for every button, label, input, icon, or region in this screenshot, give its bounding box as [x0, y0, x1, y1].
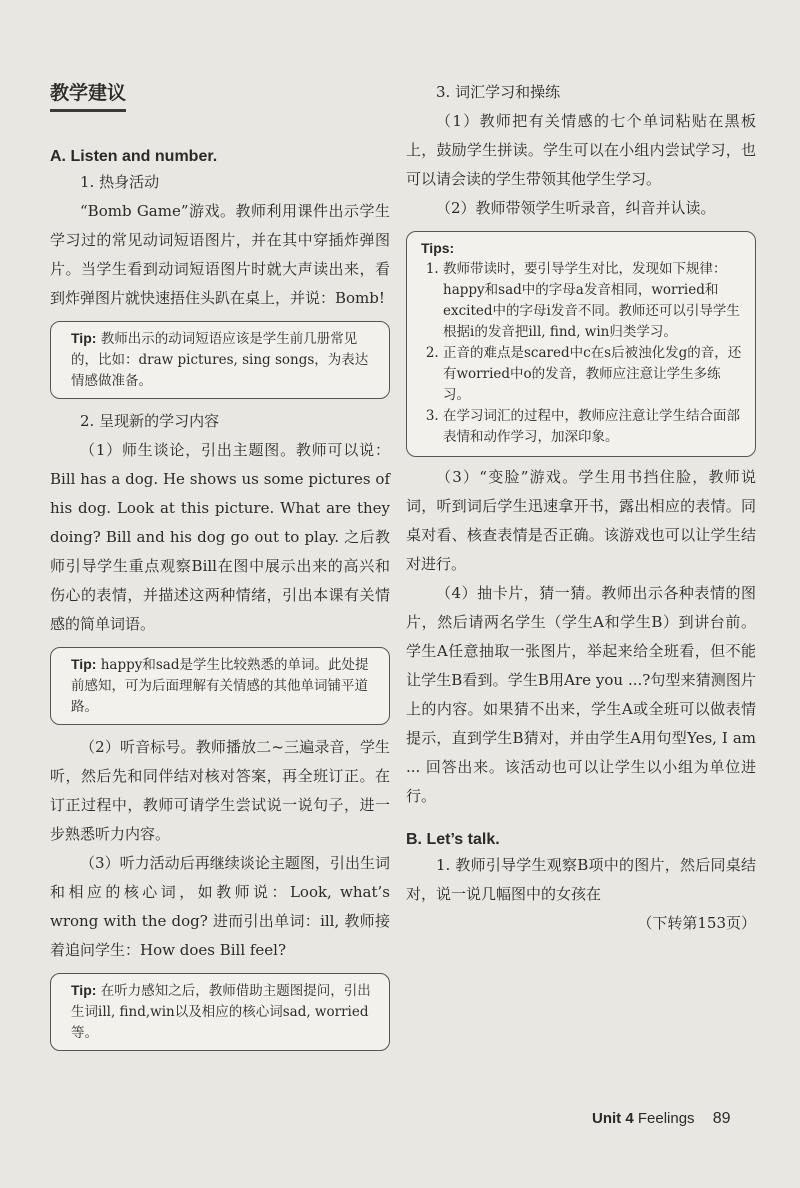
present-paragraph-3: （3）听力活动后再继续谈论主题图，引出生词和相应的核心词，如教师说：Look, what’s wrong with the dog? 进而引出单词：ill, 教师接着追问学生：How does Bill feel?: [50, 854, 390, 959]
section-title: 教学建议: [50, 78, 126, 112]
tip-label: Tip:: [71, 656, 97, 672]
present-paragraph-1: （1）师生谈论，引出主题图。教师可以说：Bill has a dog. He shows us some pictures of his dog. Look at this picture. What are they doing? Bill and his dog go out to play. 之后教师引导学生重点观察Bill在图中展示出来的高兴和伤心的表情，并描述这两种情绪，引出本课有关情感的简单词语。: [50, 441, 390, 633]
tips-list: [421, 259, 745, 448]
part-b-heading: B. Let’s talk.: [406, 831, 500, 848]
tip-text: 在听力感知之后，教师借助主题图提问，引出生词ill, find,win以及相应的核心词sad, worried等。: [71, 983, 371, 1041]
tips-label: Tips:: [421, 240, 455, 256]
left-column: [50, 78, 390, 1059]
part-a-heading: A. Listen and number.: [50, 148, 218, 165]
tips-item: 3. 在学习词汇的过程中，教师应注意让学生结合面部表情和动作学习，加深印象。: [443, 406, 745, 448]
tips-item: 1. 教师带读时，要引导学生对比，发现如下规律：happy和sad中的字母a发音相同，worried和excited中的字母i发音不同。教师还可以引导学生根据i的发音把ill, find, win归类学习。: [443, 259, 745, 343]
tip-label: Tip:: [71, 330, 97, 346]
continued-note: （下转第153页）: [637, 914, 756, 932]
footer-title: Feelings: [637, 1110, 695, 1127]
present-paragraph-2: （2）听音标号。教师播放二~三遍录音，学生听，然后先和同伴结对核对答案，再全班订正。在订正过程中，教师可请学生尝试说一说句子，进一步熟悉听力内容。: [50, 738, 390, 843]
tips-item: 2. 正音的难点是scared中c在s后被浊化发g的音，还有worried中o的发音，教师应注意让学生多练习。: [443, 343, 745, 406]
vocab-paragraph-3: （3）“变脸”游戏。学生用书挡住脸，教师说词，听到词后学生迅速拿开书，露出相应的表情。同桌对看、核查表情是否正确。该游戏也可以让学生结对进行。: [406, 468, 756, 573]
tip-box-2: [50, 647, 390, 725]
tip-text: 教师出示的动词短语应该是学生前几册常见的，比如：draw pictures, sing songs，为表达情感做准备。: [71, 331, 369, 389]
tip-box-3: [50, 973, 390, 1051]
present-title: 2. 呈现新的学习内容: [80, 412, 220, 430]
warmup-body: “Bomb Game”游戏。教师利用课件出示学生学习过的常见动词短语图片，并在其中穿插炸弹图片。当学生看到动词短语图片时就大声读出来，看到炸弹图片就快速捂住头趴在桌上，并说：Bomb!: [50, 202, 390, 307]
tip-text: happy和sad是学生比较熟悉的单词。此处提前感知，可为后面理解有关情感的其他单词铺平道路。: [71, 657, 369, 715]
vocab-paragraph-1: （1）教师把有关情感的七个单词粘贴在黑板上，鼓励学生拼读。学生可以在小组内尝试学习，也可以请会读的学生带领其他学生学习。: [406, 112, 756, 188]
page-footer: [592, 1110, 731, 1128]
vocab-title: 3. 词汇学习和操练: [436, 83, 561, 101]
page-number: 89: [712, 1110, 731, 1127]
footer-unit: Unit 4: [592, 1110, 634, 1127]
tip-label: Tip:: [71, 982, 97, 998]
warmup-title: 1. 热身活动: [80, 173, 160, 191]
vocab-paragraph-2: （2）教师带领学生听录音，纠音并认读。: [436, 199, 716, 217]
tips-box: [406, 231, 756, 457]
right-column: [406, 78, 756, 938]
talk-paragraph-1: 1. 教师引导学生观察B项中的图片，然后同桌结对，说一说几幅图中的女孩在: [406, 856, 756, 903]
vocab-paragraph-4: （4）抽卡片，猜一猜。教师出示各种表情的图片，然后请两名学生（学生A和学生B）到讲台前。学生A任意抽取一张图片，举起来给全班看，但不能让学生B看到。学生B用Are you ...?句型来猜测图片上的内容。如果猜不出来，学生A或全班可以做表情提示，直到学生B猜对，并由学生A用句型Yes, I am ... 回答出来。该活动也可以让学生以小组为单位进行。: [406, 584, 756, 805]
tip-box-1: [50, 321, 390, 399]
